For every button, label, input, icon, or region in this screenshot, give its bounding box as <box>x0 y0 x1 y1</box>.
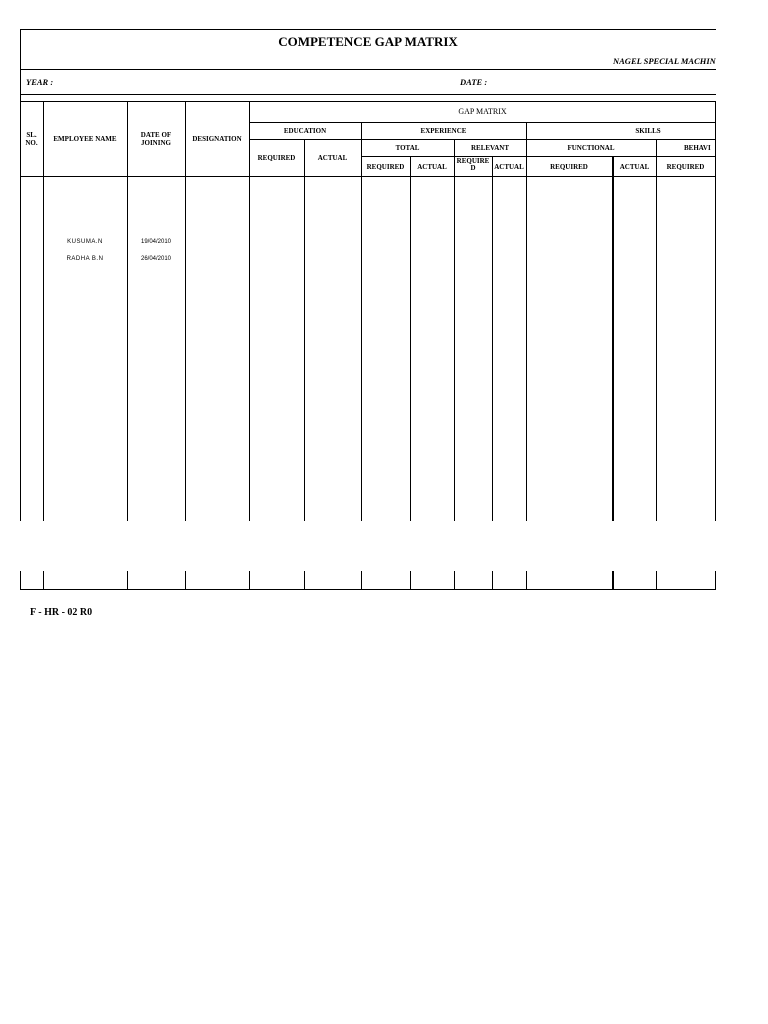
header-edu-actual: ACTUAL <box>317 154 348 162</box>
frame-top-border <box>20 29 716 30</box>
header-tot-actual: ACTUAL <box>417 163 447 171</box>
row-2-date-of-joining: 26/04/2010 <box>140 256 172 262</box>
company-name: NAGEL SPECIAL MACHIN <box>613 57 716 66</box>
gap-matrix-divider <box>249 122 716 123</box>
header-rel-required: REQUIRE D <box>456 157 490 172</box>
row-1-date-of-joining: 19/04/2010 <box>140 239 172 245</box>
header-fun-actual: ACTUAL <box>619 163 650 171</box>
title-divider <box>20 69 716 70</box>
footer-tick <box>43 571 44 590</box>
header-fun-required: REQUIRED <box>550 163 588 171</box>
footer-tick <box>612 571 614 590</box>
col-line-left <box>20 101 21 521</box>
header-gap-matrix: GAP MATRIX <box>458 107 507 116</box>
col-line-functional <box>656 139 657 521</box>
footer-tick <box>20 571 21 590</box>
header-rel-actual: ACTUAL <box>494 163 524 171</box>
col-line-sl <box>43 101 44 521</box>
footer-tick <box>361 571 362 590</box>
document-title: COMPETENCE GAP MATRIX <box>278 34 458 49</box>
header-total: TOTAL <box>395 144 420 152</box>
footer-tick <box>526 571 527 590</box>
header-date-of-joining: DATE OF JOINING <box>140 131 172 147</box>
header-education: EDUCATION <box>283 127 327 135</box>
footer-tick <box>454 571 455 590</box>
col-line-rel-req <box>492 156 493 521</box>
col-line-edu-req <box>304 139 305 521</box>
year-row-divider <box>20 94 716 95</box>
header-experience: EXPERIENCE <box>420 127 467 135</box>
table-top-border <box>20 101 716 102</box>
col-line-doj <box>185 101 186 521</box>
header-sl-no: SL. NO. <box>25 131 38 147</box>
row-1-employee-name: KUSUMA.N <box>67 239 103 245</box>
header-employee-name: EMPLOYEE NAME <box>53 135 117 143</box>
footer-tick <box>304 571 305 590</box>
header-tot-required: REQUIRED <box>366 163 405 171</box>
col-line-designation <box>249 101 250 521</box>
header-relevant: RELEVANT <box>471 144 509 152</box>
header-behavioural: BEHAVI <box>684 144 711 152</box>
header-beh-required: REQUIRED <box>666 163 705 171</box>
footer-tick <box>492 571 493 590</box>
footer-tick <box>410 571 411 590</box>
header-skills: SKILLS <box>635 127 661 135</box>
year-label: YEAR : <box>26 77 54 87</box>
footer-tick <box>249 571 250 590</box>
form-code: F - HR - 02 R0 <box>30 607 93 618</box>
col-line-education <box>361 122 362 521</box>
col-line-total <box>454 139 455 521</box>
footer-tick <box>127 571 128 590</box>
col-line-fun-req <box>612 156 614 521</box>
header-functional: FUNCTIONAL <box>567 144 615 152</box>
col-line-tot-req <box>410 156 411 521</box>
footer-tick <box>715 571 716 590</box>
footer-tick <box>656 571 657 590</box>
footer-tick <box>185 571 186 590</box>
header-edu-required: REQUIRED <box>257 154 296 162</box>
subcategory-divider <box>361 156 716 157</box>
col-line-right <box>715 101 716 521</box>
date-label: DATE : <box>460 77 488 87</box>
header-designation: DESIGNATION <box>192 135 242 143</box>
category-divider <box>249 139 716 140</box>
row-2-employee-name: RADHA B.N <box>66 256 104 262</box>
col-line-name <box>127 101 128 521</box>
col-line-experience <box>526 122 527 521</box>
